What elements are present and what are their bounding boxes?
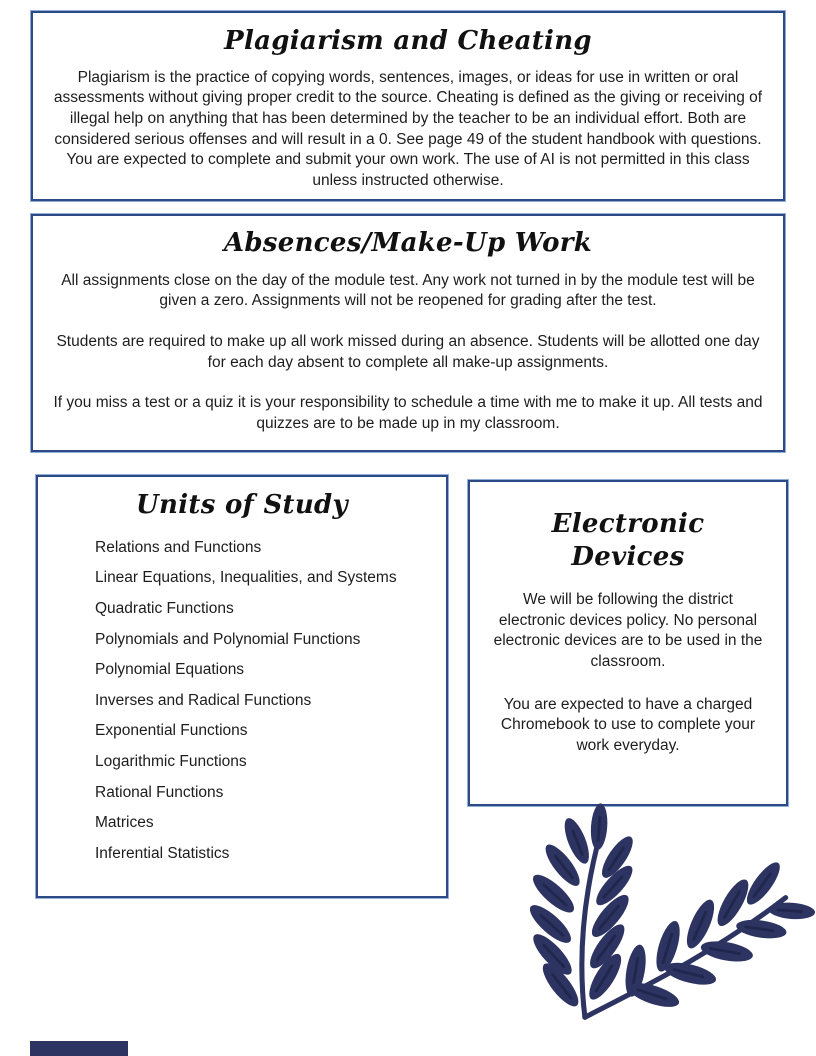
panel-plagiarism bbox=[31, 11, 785, 201]
devices-title: Electronic Devices bbox=[551, 508, 705, 573]
plagiarism-body: Plagiarism is the practice of copying words, sentences, images, or ideas for use in written or oral assessments without giving proper credit to the source. Cheating is defined as the giving or receiving of illegal help on anything that has been determined by the teacher to be an individual effort. Both are considered serious offenses and will result in a 0. See page 49 of the student handbook with questions. You are expected to complete and submit your own work. The use of AI is not permitted in this class unless instructed otherwise. bbox=[53, 68, 763, 189]
unit-item: Inferential Statistics bbox=[95, 844, 230, 862]
unit-item: Polynomial Equations bbox=[95, 661, 245, 679]
devices-paragraph: We will be following the district electronic devices policy. No personal electronic devices are to be used in the classroom. bbox=[493, 591, 763, 670]
panel-absences bbox=[31, 214, 785, 452]
laurel-leaves-icon bbox=[518, 824, 810, 1020]
unit-item: Matrices bbox=[95, 814, 154, 832]
unit-item: Relations and Functions bbox=[95, 538, 262, 556]
unit-item: Inverses and Radical Functions bbox=[95, 691, 312, 709]
panel-devices bbox=[468, 480, 788, 806]
absences-title: Absences/Make-Up Work bbox=[223, 228, 593, 258]
units-title: Units of Study bbox=[136, 490, 348, 520]
plagiarism-title: Plagiarism and Cheating bbox=[224, 26, 592, 56]
absences-paragraph: If you miss a test or a quiz it is your responsibility to schedule a time with me to make it up. All tests and quizzes are to be made up in my classroom. bbox=[53, 394, 763, 432]
corner-accent-bar bbox=[30, 1041, 128, 1056]
unit-item: Rational Functions bbox=[95, 783, 224, 801]
unit-item: Logarithmic Functions bbox=[95, 752, 247, 770]
unit-item: Polynomials and Polynomial Functions bbox=[95, 630, 361, 648]
unit-item: Exponential Functions bbox=[95, 722, 248, 740]
absences-paragraph: All assignments close on the day of the module test. Any work not turned in by the module test will be given a zero. Assignments will not be reopened for grading after the test. bbox=[61, 271, 755, 310]
panel-units bbox=[36, 475, 448, 898]
devices-paragraph: You are expected to have a charged Chromebook to use to complete your work everyday. bbox=[500, 695, 756, 754]
units-list bbox=[95, 539, 446, 864]
absences-paragraph: Students are required to make up all work missed during an absence. Students will be allotted one day for each day absent to complete all make-up assignments. bbox=[56, 333, 760, 371]
unit-item: Quadratic Functions bbox=[95, 599, 234, 617]
unit-item: Linear Equations, Inequalities, and Systems bbox=[95, 569, 397, 587]
